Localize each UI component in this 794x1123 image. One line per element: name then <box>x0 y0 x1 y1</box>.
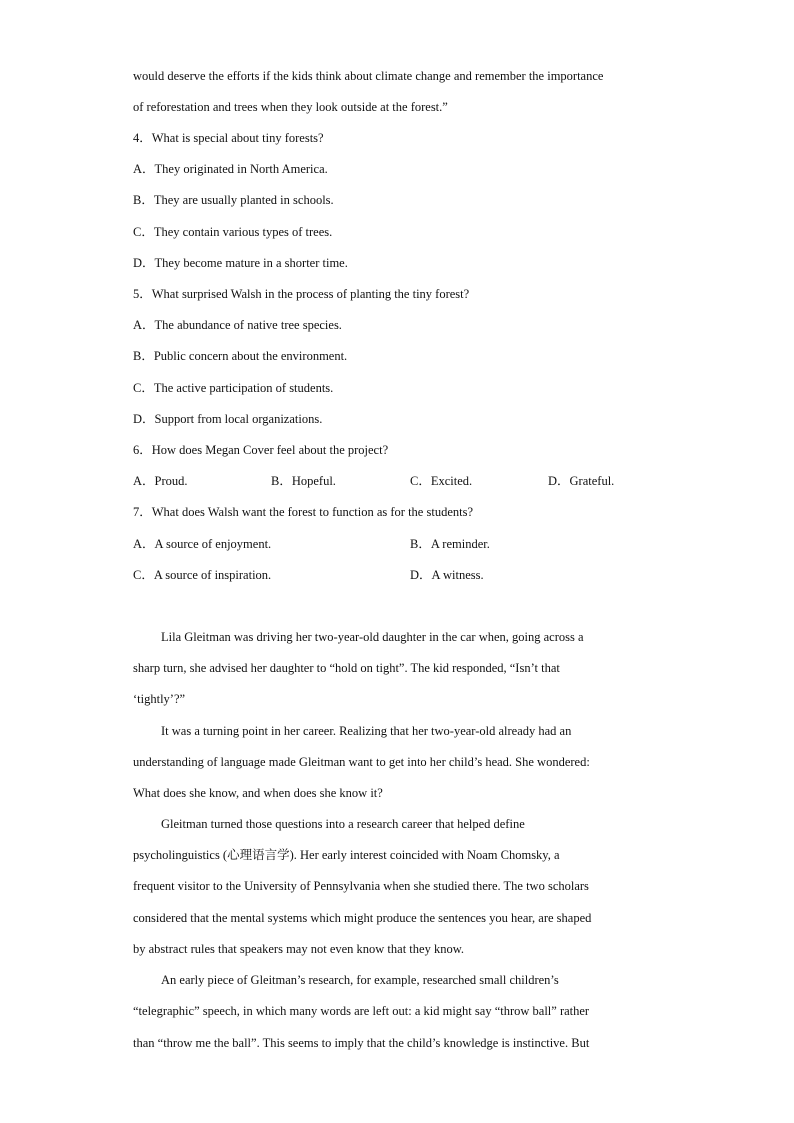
passage-line: An early piece of Gleitman’s research, for example, researched small children’s <box>161 973 559 987</box>
question-6-option-a: A．Proud. <box>133 474 188 488</box>
question-5-option-c: C．The active participation of students. <box>133 381 334 395</box>
question-6-option-d: D．Grateful. <box>548 474 615 488</box>
passage-line: It was a turning point in her career. Realizing that her two-year-old already had an <box>161 724 572 738</box>
carryover-line: would deserve the efforts if the kids think about climate change and remember the importance <box>133 69 604 83</box>
question-5-option-a: A．The abundance of native tree species. <box>133 318 342 332</box>
question-5-option-d: D．Support from local organizations. <box>133 412 323 426</box>
question-4-option-d: D．They become mature in a shorter time. <box>133 256 348 270</box>
question-6-option-c: C．Excited. <box>410 474 473 488</box>
question-6-option-b: B．Hopeful. <box>271 474 336 488</box>
question-7-option-d: D．A witness. <box>410 568 484 582</box>
passage-line: ‘tightly’?” <box>133 692 186 706</box>
question-stem-4: 4．What is special about tiny forests? <box>133 131 324 145</box>
question-4-option-b: B．They are usually planted in schools. <box>133 193 334 207</box>
passage-line: Gleitman turned those questions into a research career that helped define <box>161 817 525 831</box>
passage-line: by abstract rules that speakers may not even know that they know. <box>133 942 465 956</box>
question-stem-7: 7．What does Walsh want the forest to function as for the students? <box>133 505 474 519</box>
question-stem-5: 5．What surprised Walsh in the process of planting the tiny forest? <box>133 287 470 301</box>
question-7-option-a: A．A source of enjoyment. <box>133 537 272 551</box>
carryover-line: of reforestation and trees when they look outside at the forest.” <box>133 100 448 114</box>
passage-line: than “throw me the ball”. This seems to imply that the child’s knowledge is instinctive. But <box>133 1036 590 1050</box>
question-4-option-c: C．They contain various types of trees. <box>133 225 333 239</box>
question-5-option-b: B．Public concern about the environment. <box>133 349 348 363</box>
question-7-option-b: B．A reminder. <box>410 537 490 551</box>
passage-line: What does she know, and when does she know it? <box>133 786 383 800</box>
passage-line: Lila Gleitman was driving her two-year-old daughter in the car when, going across a <box>161 630 584 644</box>
passage-line: frequent visitor to the University of Pennsylvania when she studied there. The two scholars <box>133 879 589 893</box>
passage-line: considered that the mental systems which might produce the sentences you hear, are shaped <box>133 911 592 925</box>
question-4-option-a: A．They originated in North America. <box>133 162 328 176</box>
passage-line: psycholinguistics (心理语言学). Her early interest coincided with Noam Chomsky, a <box>133 848 560 862</box>
question-7-option-c: C．A source of inspiration. <box>133 568 272 582</box>
passage-line: “telegraphic” speech, in which many words are left out: a kid might say “throw ball” rather <box>133 1004 590 1018</box>
passage-line: sharp turn, she advised her daughter to “hold on tight”. The kid responded, “Isn’t that <box>133 661 560 675</box>
question-stem-6: 6．How does Megan Cover feel about the project? <box>133 443 389 457</box>
passage-line: understanding of language made Gleitman want to get into her child’s head. She wondered: <box>133 755 590 769</box>
